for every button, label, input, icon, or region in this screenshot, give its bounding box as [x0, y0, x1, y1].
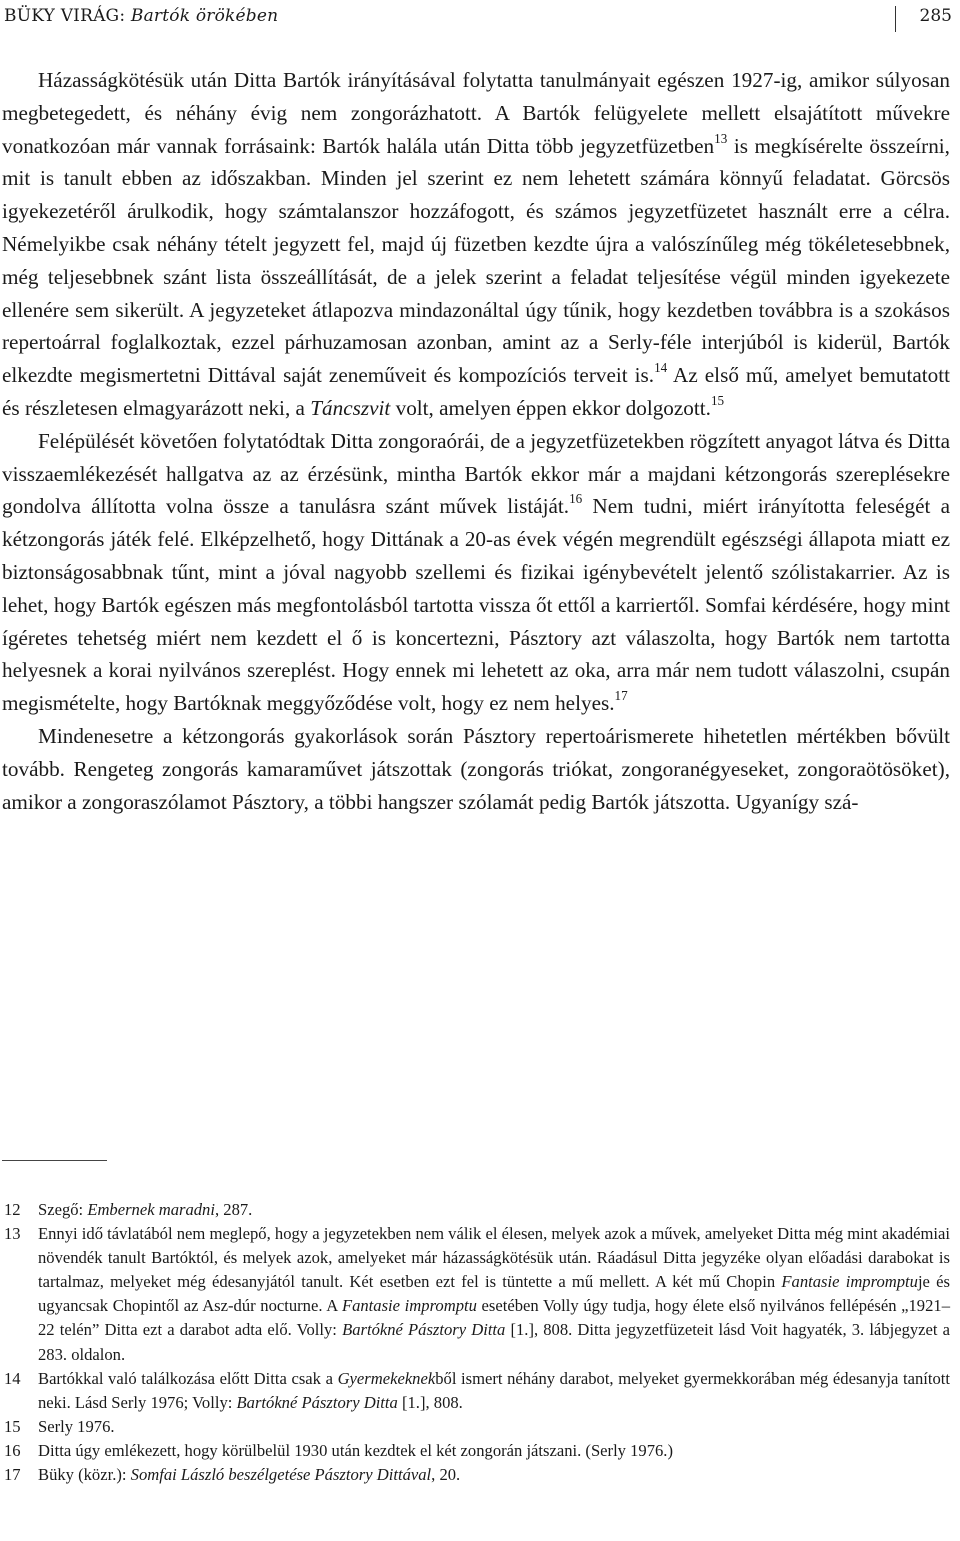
footnote-ref-13[interactable]: 13: [714, 130, 728, 146]
p1-text-b: is megkísérelte összeírni, mit is tanult ebben az időszakban. Minden jel szerint ez nem lehetett számára könnyű feladatat. Görcsös igyekezetéről árulkodik, hogy számtalanszor hozzáfogott, és számos jegyzetfüzetet használt erre a célra. Némelyikbe csak néhány tételt jegyzett fel, majd új füzetben kezdte újra a valószínűleg még tökéletesebbnek, még teljesebbnek szánt lista összeállítását, de a jelek szerint a feladat teljesítése végül minden igyekezete ellenére sem sikerült. A jegyzeteket átlapozva mindazonáltal úgy tűnik, hogy kezdetben továbbra is a szokásos repertoárral foglalkoztak, ezzel párhuzamosan azonban, amint az a Serly-féle interjúból is kiderül, Bartók elkezdte megismertetni Dittával saját zeneműveit és kompozíciós terveit is.: [2, 133, 950, 388]
running-head: [4, 6, 278, 26]
footnote-text-part: [1.], 808. Ditta jegyzetfüzeteit lásd Voit hagyaték, 3. lábjegyzet a 283. oldalon.: [38, 1320, 950, 1364]
running-header: [0, 0, 960, 34]
footnote-text-part: , 287.: [214, 1200, 253, 1219]
footnote-text-part: Bartókkal való találkozása előtt Ditta csak a: [38, 1368, 338, 1388]
footnote-text: [38, 1415, 950, 1439]
footnote-17: [0, 1463, 950, 1487]
p1-text-d: volt, amelyen éppen ekkor dolgozott.: [390, 395, 711, 420]
header-author: BÜKY VIRÁG:: [4, 6, 126, 26]
paragraph-1: [2, 64, 950, 425]
paragraph-2: [2, 425, 950, 720]
p2-text-b: Nem tudni, miért irányította feleségét a kétzongorás játék felé. Elképzelhető, hogy Dittának a 20-as évek végén megrendült egészségi állapota miatt ez biztonságosabbnak tűnt, mint a jóval nagyobb szellemi és fizikai igénybevételt jelentő szólistakarrier. Az is lehet, hogy Bartók egészen más megfontolásból tartotta vissza őt ettől a karriertől. Somfai kérdésére, hogy mint ígéretes tehetség miért nem kezdett el ő is koncertezni, Pásztory azt válaszolta, hogy Bartók nem tartotta helyesnek a korai nyilvános szereplést. Hogy ennek mi lehetett az oka, arra már nem tudott válaszolni, csupán megismételte, hogy Bartóknak meggyőződése volt, hogy ez nem helyes.: [2, 494, 950, 716]
footnote-text: [38, 1198, 950, 1222]
footnote-text-part: esetében Volly úgy tudja, hogy élete első nyilvános fellépésén „1921–22 telén” Ditta ezt a darabot adta elő. Volly:: [38, 1296, 950, 1340]
footnote-number: 14: [4, 1368, 21, 1388]
footnote-text-part: je és ugyancsak Chopintől az Asz-dúr nocturne. A: [38, 1272, 950, 1316]
header-divider: [895, 6, 896, 32]
footnote-13: [0, 1222, 950, 1367]
footnote-text: [38, 1222, 950, 1367]
p1-text-a: Házasságkötésük után Ditta Bartók irányításával folytatta tanulmányait egészen 1927-ig, amikor súlyosan megbetegedett, és néhány évig nem zongorázhatott. A Bartók felügyelete mellett elsajátított művekre vonatkozóan már vannak forrásaink: Bartók halála után Ditta több jegyzetfüzetben: [2, 68, 950, 158]
footnote-ref-17[interactable]: 17: [614, 688, 628, 704]
footnote-text: [38, 1463, 950, 1487]
footnote-italic-title: Gyermekeknek: [337, 1368, 436, 1388]
footnote-text-part: Ditta úgy emlékezett, hogy körülbelül 1930 után kezdtek el két zongorán játszani. (Serly 1976.): [38, 1440, 673, 1460]
footnote-number: 15: [4, 1416, 21, 1436]
footnote-ref-14[interactable]: 14: [654, 360, 668, 376]
footnote-text-part: Serly 1976.: [38, 1416, 115, 1436]
footnote-number: 16: [4, 1440, 21, 1460]
footnote-italic-title: Fantasie impromptu: [341, 1296, 477, 1316]
footnote-italic-title: Fantasie impromptu: [781, 1272, 918, 1292]
footnotes: [0, 1198, 950, 1487]
page-number: 285: [919, 6, 952, 26]
header-title: Bartók örökében: [130, 6, 279, 26]
footnote-separator: [2, 1160, 107, 1161]
footnote-italic-title: Somfai László beszélgetése Pásztory Dittával: [130, 1465, 432, 1485]
footnote-number: 13: [4, 1224, 21, 1244]
footnote-italic-title: Embernek maradni: [87, 1200, 215, 1219]
p3-text-a: Mindenesetre a kétzongorás gyakorlások során Pásztory repertoárismerete hihetetlen mértékben bővült tovább. Rengeteg zongorás kamaraművet játszottak (zongorás triókat, zongoranégyeseket, zongoraötösöket), amikor a zongoraszólamot Pásztory, a többi hangszer szólamát pedig Bartók játszotta. Ugyanígy szá-: [2, 723, 950, 814]
footnote-number: 17: [4, 1465, 21, 1485]
paragraph-3: [2, 720, 950, 818]
p1-text-c: Az első mű, amelyet bemutatott és részletesen elmagyarázott neki, a: [2, 363, 950, 420]
footnote-16: [0, 1439, 950, 1463]
footnote-14: [0, 1367, 950, 1415]
footnote-text-part: Ennyi idő távlatából nem meglepő, hogy a jegyzetekben nem válik el élesen, melyek azok a művek, amelyeket Ditta még mint akadémiai növendék tanult Bartóktól, és melyek azok, amelyeket már házasságkötésük után. Ráadásul Ditta jegyzéke olyan előadási darabokat is tartalmaz, melyeket még édesanyjától tanult. Két esetben ezt fel is tüntette a mű mellett. A két mű Chopin: [38, 1224, 950, 1292]
footnote-text-part: Szegő:: [38, 1200, 88, 1219]
footnote-15: [0, 1415, 950, 1439]
footnote-text: [38, 1439, 950, 1463]
footnote-number: 12: [4, 1200, 21, 1219]
main-text: [2, 64, 950, 818]
footnote-text-part: Büky (közr.):: [38, 1465, 131, 1485]
footnote-ref-15[interactable]: 15: [710, 393, 725, 409]
work-title-tancszvit: Táncszvit: [310, 395, 391, 420]
footnote-italic-title: Bartókné Pásztory Ditta: [236, 1392, 398, 1412]
footnote-text-part: ből ismert néhány darabot, melyeket gyermekkorában még édesanyja tanított neki. Lásd Serly 1976; Volly:: [38, 1368, 950, 1412]
footnote-text-part: [1.], 808.: [397, 1392, 463, 1412]
footnote-text-part: , 20.: [431, 1465, 461, 1485]
p2-text-a: Felépülését követően folytatódtak Ditta zongoraórái, de a jegyzetfüzetekben rögzített anyagot látva és Ditta visszaemlékezését hallgatva az az érzésünk, mintha Bartók ekkor már a majdani kétzongorás szereplésekre gondolva állította volna össze a tanulásra szánt művek listáját.: [2, 428, 950, 519]
footnote-text: [38, 1367, 950, 1415]
footnote-ref-16[interactable]: 16: [569, 491, 583, 507]
footnote-12: [0, 1198, 950, 1222]
footnote-italic-title: Bartókné Pásztory Ditta: [342, 1320, 506, 1340]
